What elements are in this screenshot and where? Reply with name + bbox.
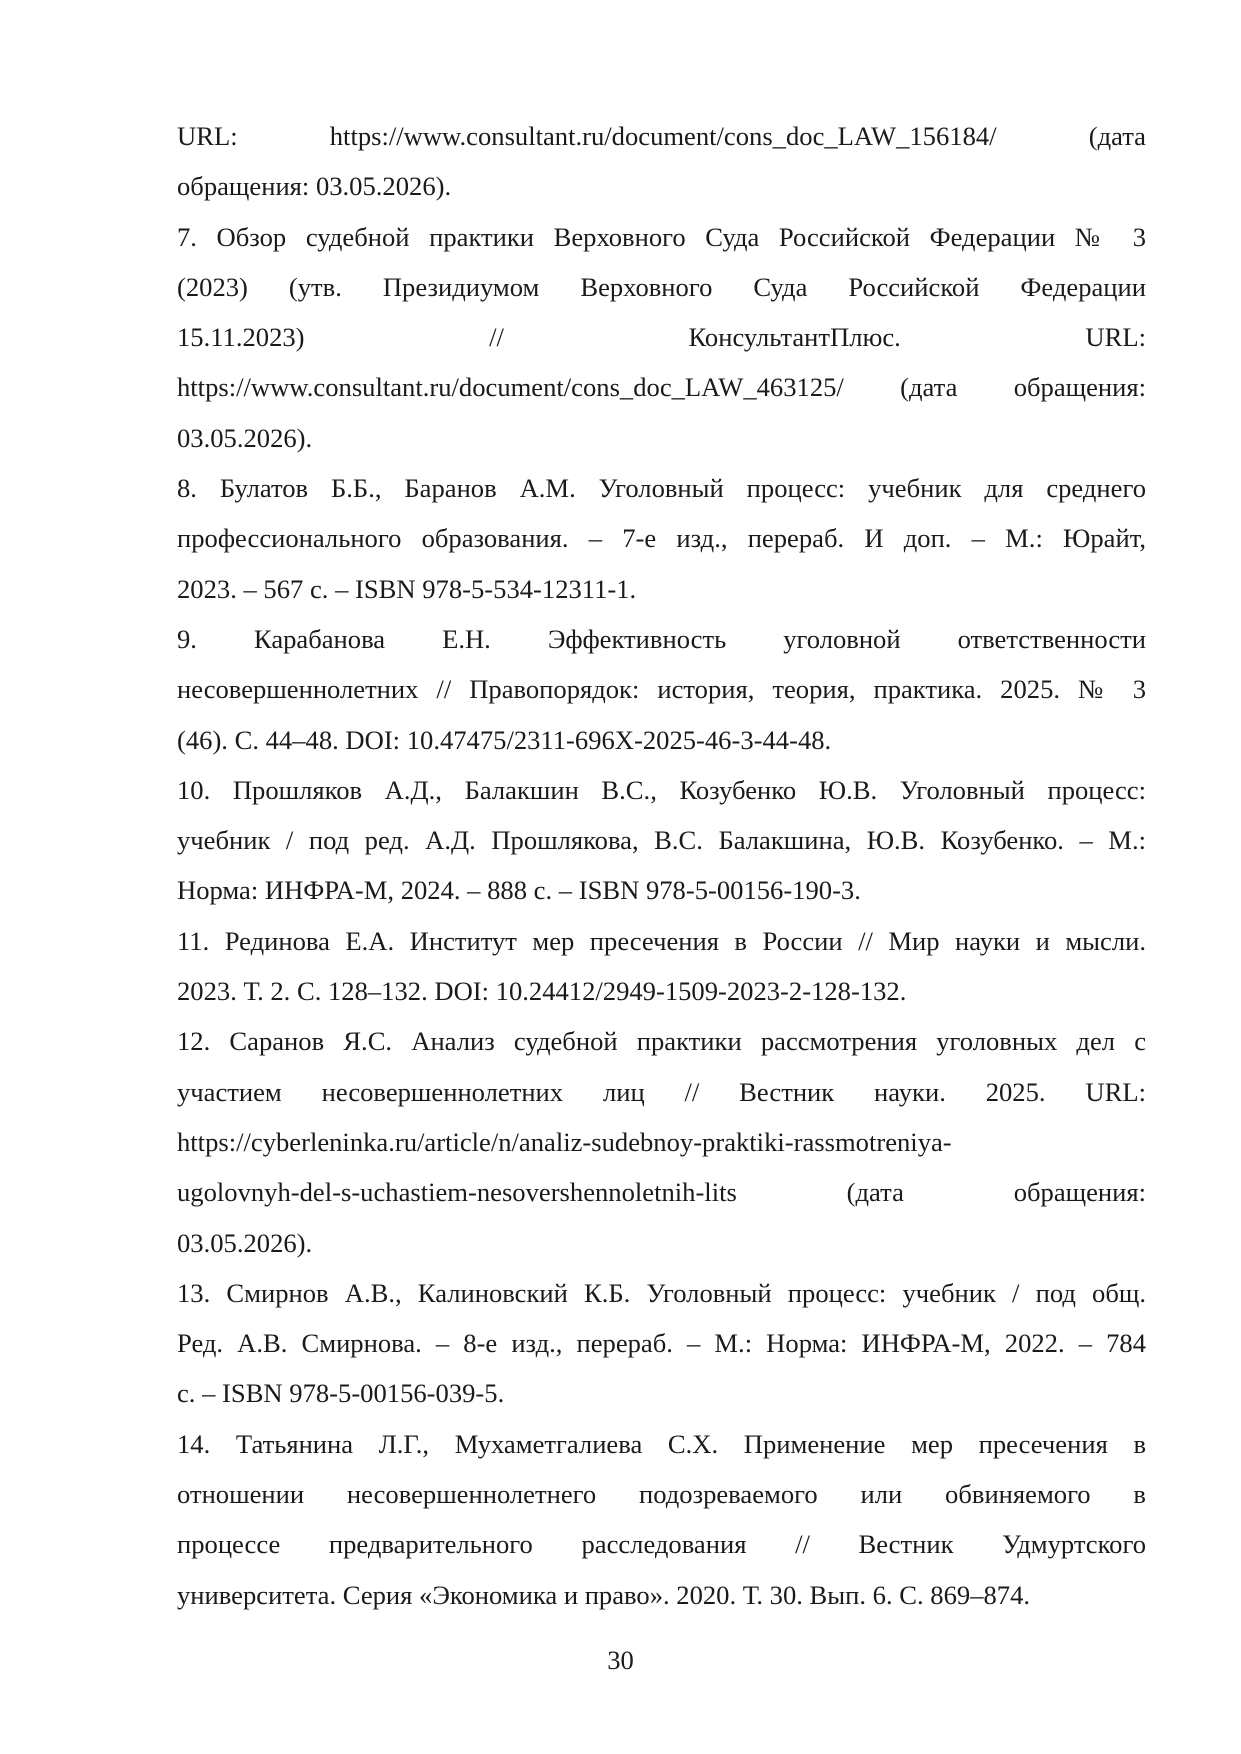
reference-line: 12. Саранов Я.С. Анализ судебной практики рассмотрения уголовных дел с [177, 1026, 1146, 1057]
reference-line: несовершеннолетних // Правопорядок: история, теория, практика. 2025. № 3 [177, 674, 1146, 705]
reference-line: 11. Рединова Е.А. Институт мер пресечения в России // Мир науки и мысли. [177, 925, 1146, 956]
reference-line: (46). С. 44–48. DOI: 10.47475/2311-696X-2025-46-3-44-48. [177, 724, 832, 755]
reference-line: 03.05.2026). [177, 422, 313, 453]
reference-list [177, 111, 1146, 1620]
reference-line: профессионального образования. – 7-е изд., перераб. И доп. – М.: Юрайт, [177, 523, 1146, 554]
reference-line: обращения: 03.05.2026). [177, 171, 452, 202]
reference-line: 03.05.2026). [177, 1227, 313, 1258]
reference-line: (2023) (утв. Президиумом Верховного Суда Российской Федерации [177, 271, 1146, 302]
reference-line: https://cyberleninka.ru/article/n/analiz-sudebnoy-praktiki-rassmotreniya- [177, 1126, 952, 1157]
reference-line: 8. Булатов Б.Б., Баранов А.М. Уголовный процесс: учебник для среднего [177, 473, 1146, 504]
reference-line: ugolovnyh-del-s-uchastiem-nesovershennoletnih-lits (дата обращения: [177, 1177, 1146, 1208]
reference-line: процессе предварительного расследования // Вестник Удмуртского [177, 1529, 1146, 1560]
reference-line: Норма: ИНФРА-М, 2024. – 888 с. – ISBN 978-5-00156-190-3. [177, 875, 861, 906]
reference-line: университета. Серия «Экономика и право». 2020. Т. 30. Вып. 6. С. 869–874. [177, 1579, 1031, 1610]
reference-line: с. – ISBN 978-5-00156-039-5. [177, 1378, 505, 1409]
reference-line: 9. Карабанова Е.Н. Эффективность уголовной ответственности [177, 623, 1146, 654]
reference-line: отношении несовершеннолетнего подозреваемого или обвиняемого в [177, 1479, 1146, 1510]
reference-line: URL: https://www.consultant.ru/document/cons_doc_LAW_156184/ (дата [177, 121, 1146, 151]
reference-line: 10. Прошляков А.Д., Балакшин В.С., Козубенко Ю.В. Уголовный процесс: [177, 774, 1146, 805]
reference-line: 2023. – 567 с. – ISBN 978-5-534-12311-1. [177, 573, 637, 604]
reference-line: 15.11.2023) // КонсультантПлюс. URL: [177, 322, 1146, 353]
reference-line: учебник / под ред. А.Д. Прошлякова, В.С. Балакшина, Ю.В. Козубенко. – М.: [177, 825, 1146, 856]
reference-line: 2023. Т. 2. С. 128–132. DOI: 10.24412/2949-1509-2023-2-128-132. [177, 976, 907, 1007]
reference-line: 7. Обзор судебной практики Верховного Суда Российской Федерации № 3 [177, 221, 1146, 252]
reference-line: https://www.consultant.ru/document/cons_doc_LAW_463125/ (дата обращения: [177, 372, 1146, 403]
reference-line: Ред. А.В. Смирнова. – 8-е изд., перераб. – М.: Норма: ИНФРА-М, 2022. – 784 [177, 1328, 1146, 1359]
page-number: 30 [607, 1645, 634, 1675]
reference-line: 14. Татьянина Л.Г., Мухаметгалиева С.Х. Применение мер пресечения в [177, 1428, 1146, 1459]
reference-line: участием несовершеннолетних лиц // Вестник науки. 2025. URL: [177, 1076, 1146, 1107]
reference-line: 13. Смирнов А.В., Калиновский К.Б. Уголовный процесс: учебник / под общ. [177, 1277, 1146, 1308]
